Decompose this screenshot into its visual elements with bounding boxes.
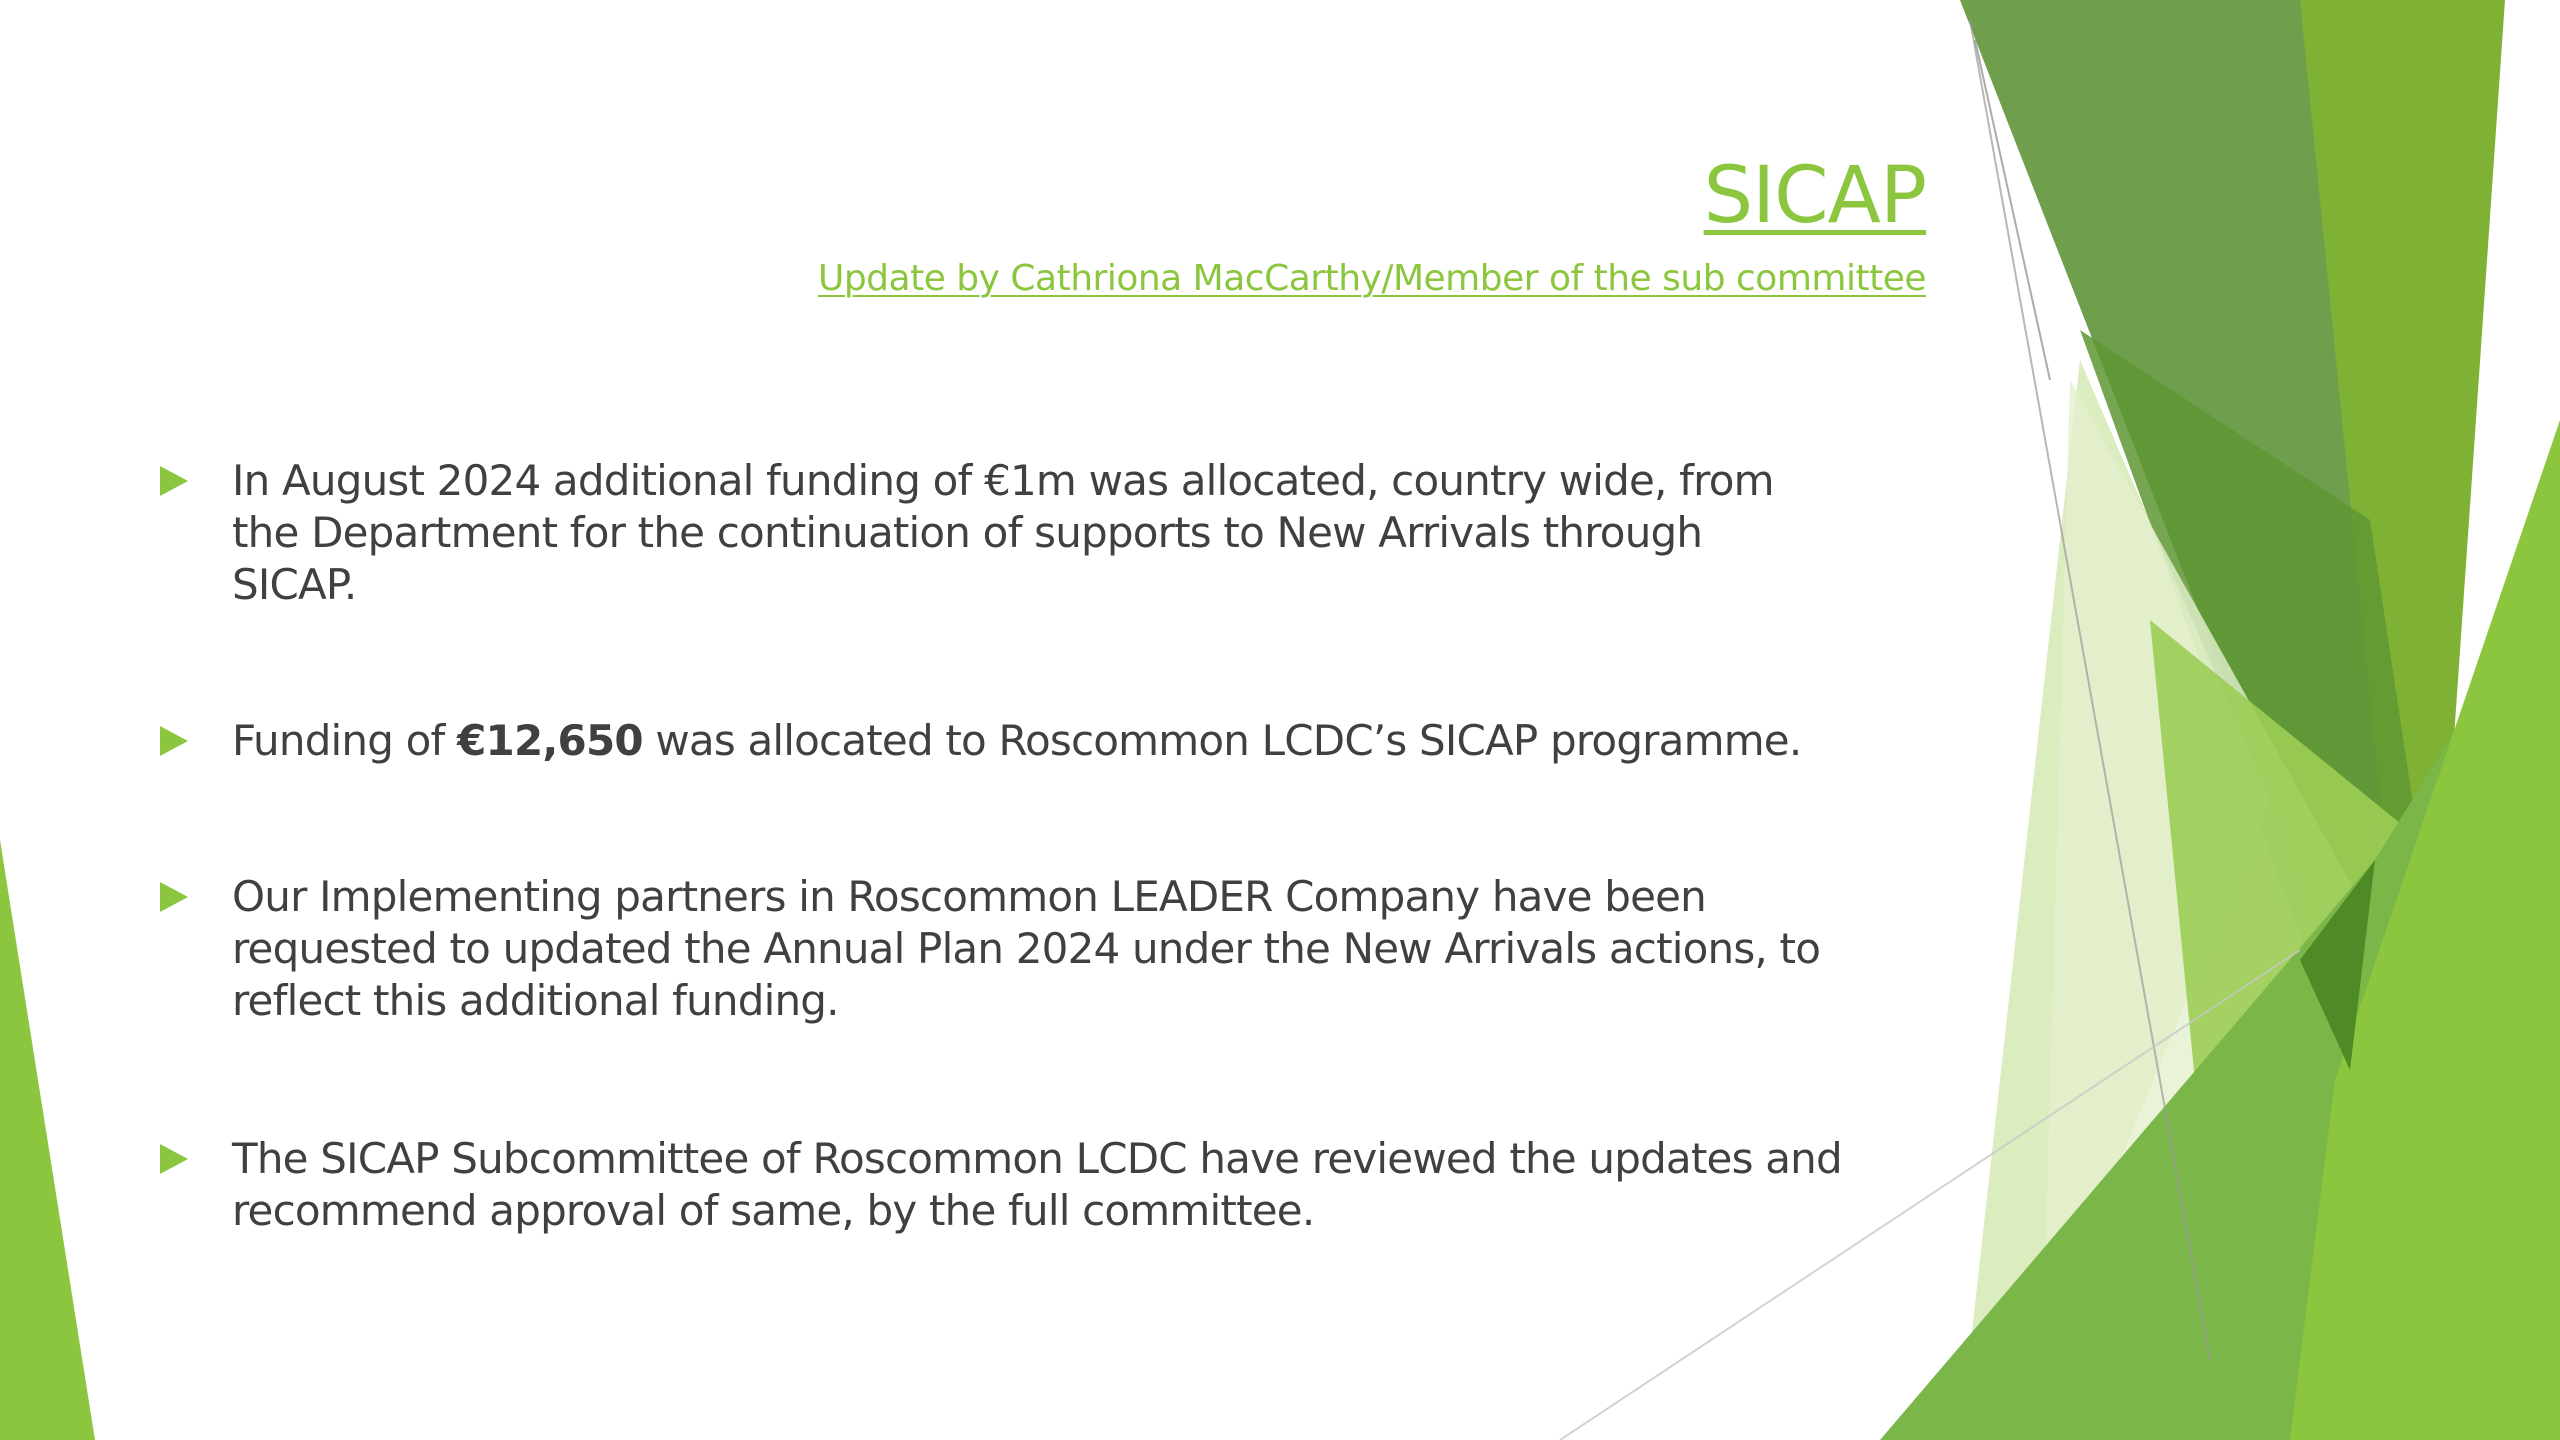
bullet-text-before: Funding of xyxy=(232,716,458,765)
triangle-right-icon xyxy=(160,871,232,923)
bullet-text xyxy=(232,455,1960,611)
bullet-line: In August 2024 additional funding of €1m was allocated, country wide, from xyxy=(232,456,1774,505)
slide-subtitle: Update by Cathriona MacCarthy/Member of the sub committee xyxy=(817,258,1926,299)
bullet-line: The SICAP Subcommittee of Roscommon LCDC have reviewed the updates and xyxy=(232,1134,1842,1183)
bullet-line: the Department for the continuation of supports to New Arrivals through xyxy=(232,508,1703,557)
bullet-line: recommend approval of same, by the full committee. xyxy=(232,1186,1315,1235)
bullet-text-after: was allocated to Roscommon LCDC’s SICAP programme. xyxy=(642,716,1802,765)
triangle-right-icon xyxy=(160,715,232,767)
bullet-item-implementing-partners xyxy=(160,871,1960,1027)
bullet-line xyxy=(232,715,1960,767)
bullet-item-funding-allocated xyxy=(160,455,1960,611)
bullet-line: reflect this additional funding. xyxy=(232,976,839,1025)
bullet-text xyxy=(232,715,1960,767)
bullet-line: requested to updated the Annual Plan 2024 under the New Arrivals actions, to xyxy=(232,924,1821,973)
bullet-item-subcommittee-review xyxy=(160,1133,1960,1237)
triangle-right-icon xyxy=(160,455,232,507)
funding-amount: €12,650 xyxy=(457,716,643,765)
bullet-line: Our Implementing partners in Roscommon LEADER Company have been xyxy=(232,872,1706,921)
bullet-text xyxy=(232,1133,1960,1237)
left-green-shape xyxy=(0,840,95,1440)
triangle-right-icon xyxy=(160,1133,232,1185)
bullet-item-roscommon-funding xyxy=(160,715,1960,767)
slide-title: SICAP xyxy=(1703,151,1926,241)
bullet-line: SICAP. xyxy=(232,560,357,609)
bullet-text xyxy=(232,871,1960,1027)
